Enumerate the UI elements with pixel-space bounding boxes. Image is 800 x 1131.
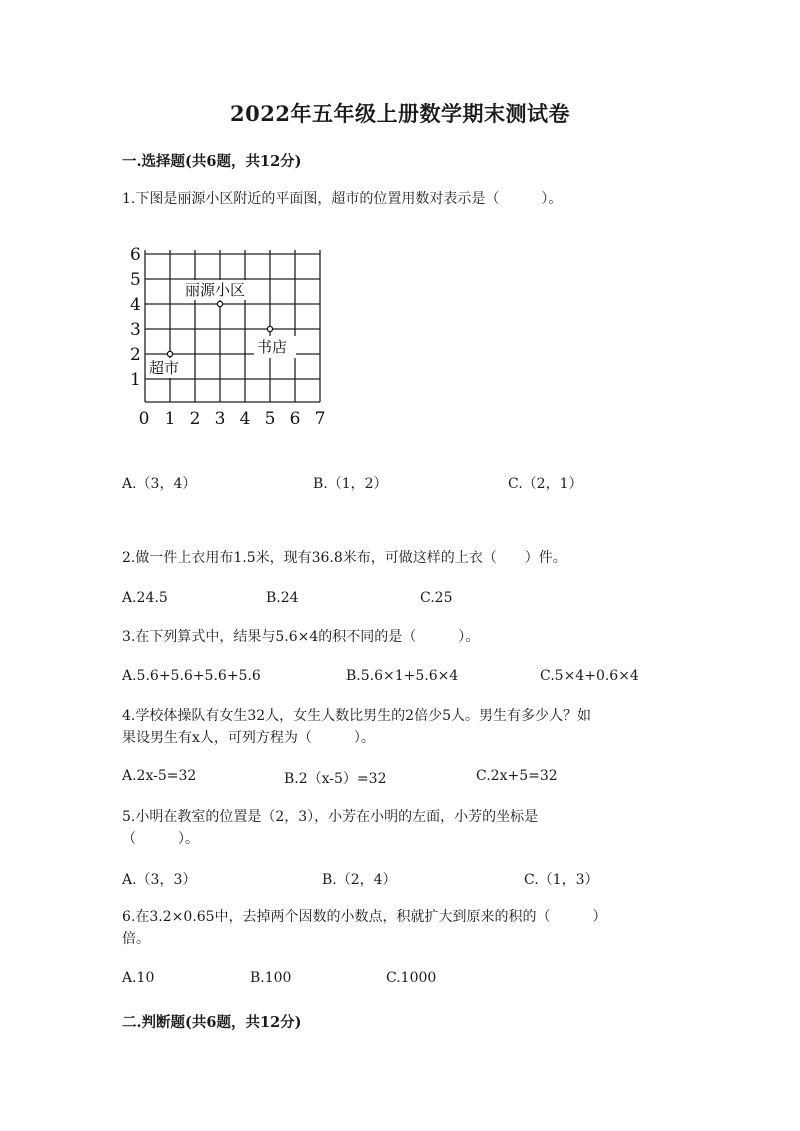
question-2-text: 2.做一件上衣用布1.5米，现有36.8米布，可做这样的上衣（ ）件。 [122, 550, 567, 566]
section-heading-judgement: 二.判断题(共6题，共12分) [122, 1014, 302, 1031]
question-6-line-1: 6.在3.2×0.65中，去掉两个因数的小数点，积就扩大到原来的积的（ ） [122, 909, 607, 925]
q5-option-c[interactable]: C.（1，3） [524, 872, 599, 888]
y-tick-1: 1 [130, 370, 141, 390]
bookstore-point [267, 326, 272, 331]
supermarket-label: 超市 [149, 359, 180, 377]
y-axis-ticks [130, 245, 141, 390]
residence-point [217, 301, 222, 306]
q1-option-b[interactable]: B.（1，2） [313, 476, 388, 492]
x-axis-ticks [139, 409, 326, 429]
q1-option-a[interactable]: A.（3，4） [122, 476, 197, 492]
y-tick-6: 6 [130, 245, 141, 265]
x-tick-3: 3 [214, 409, 226, 429]
q1-option-c[interactable]: C.（2，1） [508, 476, 583, 492]
question-4-line-1: 4.学校体操队有女生32人，女生人数比男生的2倍少5人。男生有多少人？如 [122, 708, 591, 724]
coordinate-grid [122, 236, 342, 436]
q2-option-a[interactable]: A.24.5 [122, 590, 168, 606]
question-1-text: 1.下图是丽源小区附近的平面图，超市的位置用数对表示是（ ）。 [122, 191, 563, 207]
question-6-line-2: 倍。 [122, 931, 150, 947]
question-5-line-1: 5.小明在教室的位置是（2，3），小芳在小明的左面，小芳的坐标是 [122, 809, 539, 825]
q4-option-c[interactable]: C.2x+5=32 [476, 768, 558, 784]
grid-map [122, 236, 342, 436]
q3-option-a[interactable]: A.5.6+5.6+5.6+5.6 [122, 668, 261, 684]
grid-lines [145, 250, 320, 402]
bookstore-label: 书店 [257, 338, 288, 356]
x-tick-1: 1 [164, 409, 176, 429]
supermarket-point [167, 351, 172, 356]
page-title: 2022年五年级上册数学期末测试卷 [230, 101, 570, 126]
x-tick-0: 0 [138, 409, 150, 429]
y-tick-2: 2 [130, 345, 141, 365]
q6-option-a[interactable]: A.10 [122, 970, 155, 986]
question-4-line-2: 果设男生有x人，可列方程为（ ）。 [122, 730, 375, 746]
q2-option-b[interactable]: B.24 [266, 590, 299, 606]
q4-option-b[interactable]: B.2（x-5）=32 [284, 771, 387, 787]
x-tick-7: 7 [314, 409, 326, 429]
x-tick-5: 5 [264, 409, 276, 429]
q5-option-b[interactable]: B.（2，4） [322, 872, 397, 888]
q3-option-c[interactable]: C.5×4+0.6×4 [540, 668, 639, 684]
residence-label: 丽源小区 [185, 281, 246, 299]
y-tick-4: 4 [130, 295, 141, 315]
question-5-line-2: （ ）。 [122, 831, 199, 847]
y-tick-5: 5 [130, 270, 141, 290]
question-3-text: 3.在下列算式中，结果与5.6×4的积不同的是（ ）。 [122, 629, 480, 645]
q3-option-b[interactable]: B.5.6×1+5.6×4 [346, 668, 459, 684]
q2-option-c[interactable]: C.25 [420, 590, 453, 606]
q6-option-b[interactable]: B.100 [250, 970, 292, 986]
y-tick-3: 3 [130, 320, 141, 340]
x-tick-6: 6 [289, 409, 301, 429]
x-tick-2: 2 [189, 409, 201, 429]
q5-option-a[interactable]: A.（3，3） [122, 872, 197, 888]
x-tick-4: 4 [239, 409, 251, 429]
section-heading-choice: 一.选择题(共6题，共12分) [122, 153, 302, 170]
q4-option-a[interactable]: A.2x-5=32 [122, 768, 197, 784]
q6-option-c[interactable]: C.1000 [386, 970, 437, 986]
